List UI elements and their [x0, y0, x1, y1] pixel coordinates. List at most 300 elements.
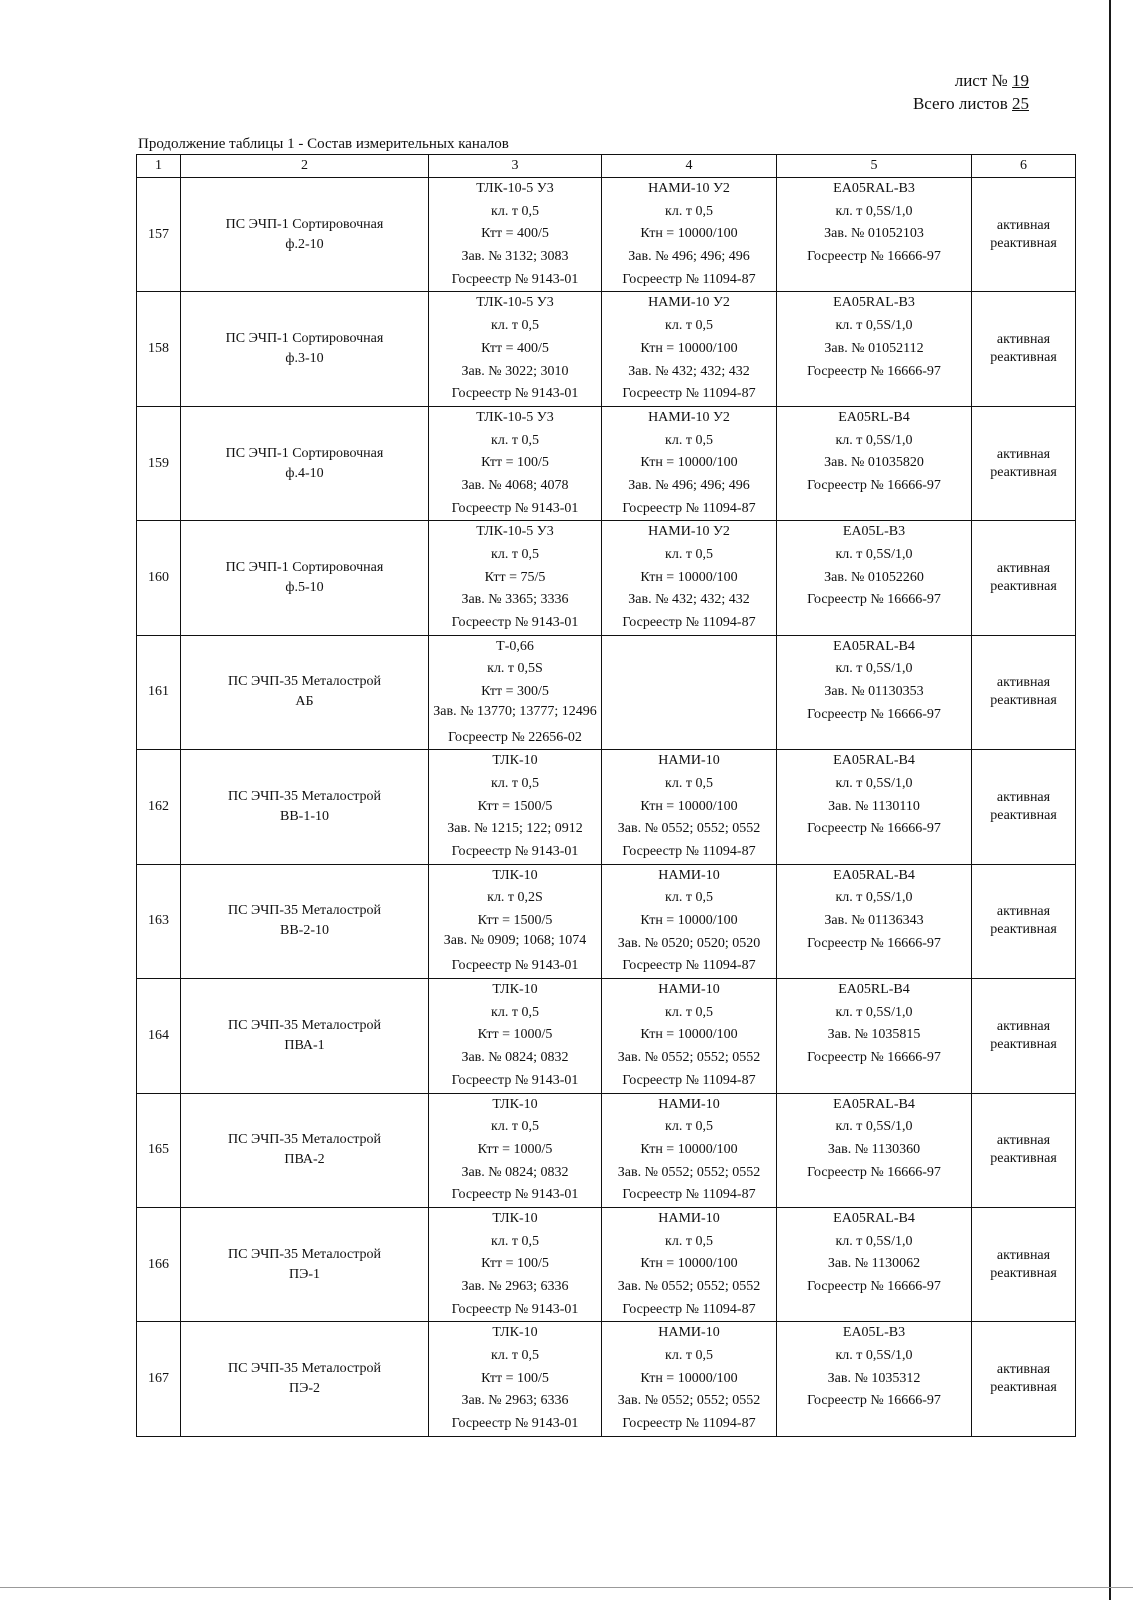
tt-serial: Зав. № 2963; 6336 — [461, 1279, 569, 1294]
meter-type: EA05RAL-B4 — [833, 638, 915, 654]
energy-type-reactive: реактивная — [990, 1151, 1057, 1167]
voltage-transformer-cell — [602, 1207, 777, 1321]
table-body — [137, 178, 1076, 1437]
meter-cell — [777, 1322, 972, 1436]
tn-class: кл. т 0,5 — [665, 547, 713, 562]
voltage-transformer-cell — [602, 864, 777, 978]
column-header: 3 — [429, 155, 602, 178]
energy-type-reactive: реактивная — [990, 579, 1057, 595]
table-row — [137, 864, 1076, 978]
meter-cell — [777, 1093, 972, 1207]
object-name-cell — [181, 292, 429, 406]
channel-number: 167 — [148, 1371, 169, 1387]
meter-class: кл. т 0,5S/1,0 — [835, 1004, 913, 1020]
current-transformer-cell — [429, 178, 602, 292]
channel-number-cell — [137, 178, 181, 292]
tn-registry: Госреестр № 11094-87 — [622, 386, 756, 402]
tt-serial: Зав. № 1215; 122; 0912 — [447, 821, 583, 837]
tt-ratio: Ктт = 1500/5 — [477, 798, 553, 814]
tn-type: НАМИ-10 — [658, 1325, 720, 1341]
object-name-line: ПС ЭЧП-1 Сортировочная — [225, 216, 384, 232]
meter-type: EA05RAL-B4 — [833, 1096, 915, 1112]
table-row — [137, 979, 1076, 1093]
voltage-transformer-cell — [602, 292, 777, 406]
tn-serial: Зав. № 0552; 0552; 0552 — [617, 821, 761, 837]
object-name-cell — [181, 750, 429, 864]
voltage-transformer-cell — [602, 178, 777, 292]
table-caption: Продолжение таблицы 1 - Состав измерительных каналов — [138, 136, 509, 152]
tn-registry — [602, 727, 776, 750]
tn-ratio: Ктн = 10000/100 — [640, 1027, 738, 1043]
channel-number: 160 — [148, 570, 169, 586]
channel-number-cell — [137, 406, 181, 520]
tn-ratio: Ктн = 10000/100 — [640, 1141, 738, 1157]
meter-class: кл. т 0,5S/1,0 — [835, 318, 913, 334]
energy-type-cell — [972, 178, 1076, 292]
scan-edge-bottom — [0, 1587, 1133, 1588]
tn-registry: Госреестр № 11094-87 — [622, 1187, 756, 1203]
tn-registry: Госреестр № 11094-87 — [622, 615, 756, 631]
tn-registry: Госреестр № 11094-87 — [622, 843, 756, 859]
channel-number: 159 — [148, 455, 169, 471]
object-feeder-line: ПВА-1 — [284, 1037, 325, 1053]
channel-number-cell — [137, 1322, 181, 1436]
meter-cell — [777, 178, 972, 292]
object-feeder-line: ПЭ-1 — [288, 1266, 320, 1282]
tn-type — [602, 636, 776, 659]
channel-number: 164 — [148, 1027, 169, 1043]
meter-blank — [777, 1413, 971, 1436]
tt-type: ТЛК-10-5 У3 — [476, 295, 554, 311]
tn-ratio: Ктн = 10000/100 — [640, 913, 738, 928]
tn-serial: Зав. № 0552; 0552; 0552 — [617, 1393, 761, 1409]
tt-registry: Госреестр № 9143-01 — [451, 500, 579, 516]
tn-type: НАМИ-10 У2 — [648, 524, 730, 540]
table-row — [137, 178, 1076, 292]
energy-type-active: активная — [996, 332, 1051, 348]
channel-number: 162 — [148, 798, 169, 814]
object-feeder-line: ф.5-10 — [285, 580, 324, 596]
current-transformer-cell — [429, 521, 602, 635]
tt-type: ТЛК-10-5 У3 — [476, 409, 554, 425]
tt-class: кл. т 0,5 — [491, 775, 539, 791]
voltage-transformer-cell — [602, 979, 777, 1093]
energy-type-cell — [972, 750, 1076, 864]
tt-ratio: Ктт = 1500/5 — [477, 913, 553, 928]
meter-serial: Зав. № 01052112 — [824, 340, 924, 356]
tn-class: кл. т 0,5 — [665, 1233, 713, 1249]
tn-serial: Зав. № 0552; 0552; 0552 — [617, 1050, 761, 1066]
tt-registry: Госреестр № 22656-02 — [448, 729, 582, 745]
energy-type-cell — [972, 292, 1076, 406]
meter-type: EA05RAL-B4 — [833, 753, 915, 769]
table-row — [137, 1322, 1076, 1436]
energy-type-cell — [972, 1207, 1076, 1321]
tt-type: ТЛК-10 — [492, 1210, 538, 1226]
energy-type-active: активная — [996, 789, 1051, 805]
current-transformer-cell — [429, 292, 602, 406]
tt-class: кл. т 0,2S — [487, 890, 543, 906]
meter-serial: Зав. № 1035815 — [827, 1027, 921, 1043]
current-transformer-cell — [429, 635, 602, 749]
energy-type-active: активная — [996, 1362, 1051, 1378]
table-row — [137, 635, 1076, 749]
tt-serial: Зав. № 3365; 3336 — [461, 592, 569, 608]
meter-class: кл. т 0,5S/1,0 — [835, 1233, 913, 1249]
meter-serial: Зав. № 01136343 — [824, 913, 924, 928]
tn-registry: Госреестр № 11094-87 — [622, 271, 756, 287]
energy-type-reactive: реактивная — [990, 1265, 1057, 1281]
meter-cell — [777, 521, 972, 635]
tt-type: ТЛК-10-5 У3 — [476, 524, 554, 540]
object-name-cell — [181, 864, 429, 978]
tn-serial: Зав. № 432; 432; 432 — [628, 363, 750, 379]
energy-type-reactive: реактивная — [990, 1036, 1057, 1052]
object-name-line: ПС ЭЧП-35 Металострой — [228, 674, 381, 690]
tn-type: НАМИ-10 У2 — [648, 295, 730, 311]
total-sheets-label: Всего листов — [912, 94, 1008, 113]
energy-type-active: активная — [996, 561, 1051, 577]
tt-type: ТЛК-10 — [492, 753, 538, 769]
object-feeder-line: ф.2-10 — [285, 236, 324, 252]
meter-blank — [777, 955, 971, 978]
tt-serial: Зав. № 13770; 13777; 12496 — [433, 703, 597, 719]
meter-serial: Зав. № 01052103 — [824, 226, 924, 242]
meter-class: кл. т 0,5S/1,0 — [835, 1119, 913, 1135]
tt-serial: Зав. № 2963; 6336 — [461, 1393, 569, 1409]
meter-cell — [777, 406, 972, 520]
energy-type-cell — [972, 979, 1076, 1093]
object-name-cell — [181, 979, 429, 1093]
channel-number: 163 — [148, 913, 169, 929]
energy-type-active: активная — [996, 675, 1051, 691]
object-name-line: ПС ЭЧП-1 Сортировочная — [225, 445, 384, 461]
channel-number: 165 — [148, 1142, 169, 1158]
meter-blank — [777, 727, 971, 750]
voltage-transformer-cell — [602, 635, 777, 749]
meter-serial: Зав. № 1130360 — [827, 1141, 921, 1157]
total-sheets-number: 25 — [1012, 94, 1029, 113]
object-name-cell — [181, 178, 429, 292]
current-transformer-cell — [429, 406, 602, 520]
object-name-line: ПС ЭЧП-35 Металострой — [228, 1132, 381, 1148]
object-name-cell — [181, 1322, 429, 1436]
meter-serial: Зав. № 01130353 — [824, 684, 924, 700]
meter-registry: Госреестр № 16666-97 — [807, 592, 941, 608]
meter-type: EA05L-B3 — [842, 1325, 906, 1341]
energy-type-cell — [972, 1322, 1076, 1436]
tt-serial: Зав. № 0824; 0832 — [461, 1050, 569, 1066]
column-header: 4 — [602, 155, 777, 178]
meter-blank — [777, 841, 971, 864]
tn-ratio: Ктн = 10000/100 — [640, 340, 738, 356]
channel-number-cell — [137, 750, 181, 864]
voltage-transformer-cell — [602, 406, 777, 520]
meter-serial: Зав. № 1130110 — [828, 798, 920, 814]
tn-class: кл. т 0,5 — [665, 890, 713, 906]
table-header-row — [137, 155, 1076, 178]
tt-registry: Госреестр № 9143-01 — [451, 386, 579, 402]
tt-registry: Госреестр № 9143-01 — [451, 1416, 579, 1432]
tn-serial: Зав. № 0520; 0520; 0520 — [617, 935, 761, 951]
tt-class: кл. т 0,5 — [491, 1348, 539, 1364]
meter-registry: Госреестр № 16666-97 — [807, 935, 941, 951]
tn-ratio: Ктн = 10000/100 — [640, 1370, 738, 1386]
tn-registry: Госреестр № 11094-87 — [622, 1416, 756, 1432]
tn-registry: Госреестр № 11094-87 — [622, 500, 756, 516]
tt-registry: Госреестр № 9143-01 — [451, 843, 579, 859]
object-name-line: ПС ЭЧП-35 Металострой — [228, 1361, 381, 1377]
tn-type: НАМИ-10 У2 — [648, 409, 730, 425]
tt-class: кл. т 0,5 — [491, 1004, 539, 1020]
energy-type-reactive: реактивная — [990, 235, 1057, 251]
meter-registry: Госреестр № 16666-97 — [807, 477, 941, 493]
meter-type: EA05L-B3 — [842, 524, 906, 540]
tt-ratio: Ктт = 400/5 — [481, 340, 549, 356]
channel-number-cell — [137, 1207, 181, 1321]
channel-number: 166 — [148, 1256, 169, 1272]
energy-type-cell — [972, 864, 1076, 978]
object-name-cell — [181, 1207, 429, 1321]
tt-registry: Госреестр № 9143-01 — [451, 1301, 579, 1317]
tt-registry: Госреестр № 9143-01 — [451, 1187, 579, 1203]
tn-class: кл. т 0,5 — [665, 318, 713, 334]
tt-type: ТЛК-10 — [492, 867, 538, 883]
column-header: 2 — [181, 155, 429, 178]
object-feeder-line: ПВА-2 — [284, 1152, 325, 1168]
tn-serial — [602, 704, 776, 727]
energy-type-active: активная — [996, 446, 1051, 462]
scan-edge-right — [1109, 0, 1111, 1600]
table-row — [137, 1207, 1076, 1321]
tt-registry: Госреестр № 9143-01 — [451, 1072, 579, 1088]
object-feeder-line: ВВ-1-10 — [280, 808, 329, 824]
tt-registry: Госреестр № 9143-01 — [451, 615, 579, 631]
tt-serial: Зав. № 4068; 4078 — [461, 477, 569, 493]
tt-serial: Зав. № 0824; 0832 — [461, 1164, 569, 1180]
meter-cell — [777, 292, 972, 406]
sheet-label: лист № — [954, 71, 1008, 90]
tn-ratio: Ктн = 10000/100 — [640, 569, 738, 585]
meter-type: EA05RAL-B4 — [833, 1210, 915, 1226]
tt-serial: Зав. № 3022; 3010 — [461, 363, 569, 379]
meter-blank — [777, 1299, 971, 1322]
voltage-transformer-cell — [602, 1322, 777, 1436]
object-name-cell — [181, 1093, 429, 1207]
page-header — [913, 69, 1029, 115]
meter-serial: Зав. № 1130062 — [827, 1256, 921, 1272]
tn-ratio: Ктн = 10000/100 — [640, 798, 738, 814]
table-row — [137, 292, 1076, 406]
meter-cell — [777, 635, 972, 749]
tn-class: кл. т 0,5 — [665, 432, 713, 448]
channel-number-cell — [137, 292, 181, 406]
tn-registry: Госреестр № 11094-87 — [622, 958, 756, 974]
tn-type: НАМИ-10 — [658, 753, 720, 769]
tt-ratio: Ктт = 100/5 — [481, 1370, 549, 1386]
meter-registry: Госреестр № 16666-97 — [807, 706, 941, 722]
voltage-transformer-cell — [602, 1093, 777, 1207]
measurement-channels-table — [136, 154, 1076, 1437]
energy-type-cell — [972, 635, 1076, 749]
channel-number: 161 — [148, 684, 169, 700]
meter-serial: Зав. № 01035820 — [824, 455, 924, 471]
channel-number-cell — [137, 521, 181, 635]
current-transformer-cell — [429, 750, 602, 864]
channel-number-cell — [137, 1093, 181, 1207]
object-name-line: ПС ЭЧП-35 Металострой — [228, 1246, 381, 1262]
object-name-line: ПС ЭЧП-35 Металострой — [228, 1017, 381, 1033]
tt-registry: Госреестр № 9143-01 — [451, 958, 579, 974]
channel-number-cell — [137, 979, 181, 1093]
meter-serial: Зав. № 1035312 — [827, 1370, 921, 1386]
meter-registry: Госреестр № 16666-97 — [807, 1164, 941, 1180]
meter-blank — [777, 1184, 971, 1207]
meter-type: EA05RL-B4 — [838, 982, 910, 998]
object-name-line: ПС ЭЧП-1 Сортировочная — [225, 560, 384, 576]
tt-ratio: Ктт = 100/5 — [481, 1256, 549, 1272]
channel-number-cell — [137, 635, 181, 749]
tn-class: кл. т 0,5 — [665, 1119, 713, 1135]
meter-blank — [777, 498, 971, 521]
tn-ratio — [602, 681, 776, 704]
channel-number: 158 — [148, 341, 169, 357]
energy-type-reactive: реактивная — [990, 807, 1057, 823]
object-feeder-line: АБ — [295, 694, 314, 710]
energy-type-cell — [972, 406, 1076, 520]
voltage-transformer-cell — [602, 750, 777, 864]
meter-blank — [777, 383, 971, 406]
tn-serial: Зав. № 0552; 0552; 0552 — [617, 1279, 761, 1294]
tn-ratio: Ктн = 10000/100 — [640, 1256, 738, 1272]
tn-class — [602, 658, 776, 681]
tn-type: НАМИ-10 — [658, 1210, 720, 1226]
tn-class: кл. т 0,5 — [665, 203, 713, 219]
current-transformer-cell — [429, 864, 602, 978]
channel-number: 157 — [148, 226, 169, 242]
tt-type: Т-0,66 — [496, 638, 534, 654]
energy-type-active: активная — [996, 904, 1051, 920]
tt-class: кл. т 0,5 — [491, 547, 539, 562]
meter-registry: Госреестр № 16666-97 — [807, 249, 941, 265]
tn-type: НАМИ-10 — [658, 867, 720, 883]
tt-class: кл. т 0,5 — [491, 1119, 539, 1135]
table-row — [137, 521, 1076, 635]
meter-cell — [777, 750, 972, 864]
tt-registry: Госреестр № 9143-01 — [451, 271, 579, 287]
tt-type: ТЛК-10 — [492, 1096, 538, 1112]
tn-serial: Зав. № 496; 496; 496 — [628, 249, 750, 265]
meter-type: EA05RL-B4 — [838, 409, 910, 425]
energy-type-active: активная — [996, 1133, 1051, 1149]
meter-cell — [777, 864, 972, 978]
tn-type: НАМИ-10 — [658, 1096, 720, 1112]
tt-class: кл. т 0,5S — [487, 661, 543, 677]
tt-class: кл. т 0,5 — [491, 432, 539, 448]
sheet-number: 19 — [1012, 71, 1029, 90]
meter-cell — [777, 1207, 972, 1321]
energy-type-reactive: реактивная — [990, 693, 1057, 709]
meter-blank — [777, 1070, 971, 1093]
tn-ratio: Ктн = 10000/100 — [640, 226, 738, 242]
tt-type: ТЛК-10 — [492, 1325, 538, 1341]
energy-type-cell — [972, 521, 1076, 635]
meter-type: EA05RAL-B3 — [833, 181, 915, 196]
energy-type-active: активная — [996, 1018, 1051, 1034]
column-header: 1 — [137, 155, 181, 178]
tn-ratio: Ктн = 10000/100 — [640, 455, 738, 471]
tt-class: кл. т 0,5 — [491, 203, 539, 219]
current-transformer-cell — [429, 1207, 602, 1321]
tn-registry: Госреестр № 11094-87 — [622, 1072, 756, 1088]
tt-class: кл. т 0,5 — [491, 318, 539, 334]
object-feeder-line: ф.4-10 — [285, 465, 324, 481]
table-row — [137, 1093, 1076, 1207]
energy-type-reactive: реактивная — [990, 350, 1057, 366]
meter-registry: Госреестр № 16666-97 — [807, 1050, 941, 1066]
meter-class: кл. т 0,5S/1,0 — [835, 890, 913, 906]
tn-serial: Зав. № 0552; 0552; 0552 — [617, 1164, 761, 1180]
object-name-line: ПС ЭЧП-35 Металострой — [228, 788, 381, 804]
column-header: 5 — [777, 155, 972, 178]
tt-serial: Зав. № 0909; 1068; 1074 — [443, 932, 587, 948]
tt-ratio: Ктт = 300/5 — [481, 684, 549, 700]
tt-ratio: Ктт = 1000/5 — [477, 1141, 553, 1157]
meter-registry: Госреестр № 16666-97 — [807, 1393, 941, 1409]
tn-type: НАМИ-10 — [658, 982, 720, 998]
total-sheets-line — [913, 92, 1029, 115]
energy-type-reactive: реактивная — [990, 1380, 1057, 1396]
tt-ratio: Ктт = 75/5 — [484, 569, 546, 585]
tn-class: кл. т 0,5 — [665, 775, 713, 791]
current-transformer-cell — [429, 979, 602, 1093]
tn-type: НАМИ-10 У2 — [648, 181, 730, 196]
meter-blank — [777, 269, 971, 292]
tt-type: ТЛК-10-5 У3 — [476, 181, 554, 196]
tt-ratio: Ктт = 1000/5 — [477, 1027, 553, 1043]
meter-cell — [777, 979, 972, 1093]
tt-serial: Зав. № 3132; 3083 — [461, 249, 569, 265]
meter-type: EA05RAL-B4 — [833, 867, 915, 883]
tn-class: кл. т 0,5 — [665, 1348, 713, 1364]
meter-class: кл. т 0,5S/1,0 — [835, 547, 913, 562]
object-feeder-line: ф.3-10 — [285, 351, 324, 367]
object-feeder-line: ВВ-2-10 — [280, 923, 329, 939]
table-row — [137, 406, 1076, 520]
tt-class: кл. т 0,5 — [491, 1233, 539, 1249]
tn-registry: Госреестр № 11094-87 — [622, 1301, 756, 1317]
energy-type-reactive: реактивная — [990, 464, 1057, 480]
meter-class: кл. т 0,5S/1,0 — [835, 775, 913, 791]
object-name-line: ПС ЭЧП-1 Сортировочная — [225, 331, 384, 347]
meter-registry: Госреестр № 16666-97 — [807, 821, 941, 837]
current-transformer-cell — [429, 1322, 602, 1436]
meter-class: кл. т 0,5S/1,0 — [835, 432, 913, 448]
energy-type-active: активная — [996, 217, 1051, 233]
meter-class: кл. т 0,5S/1,0 — [835, 203, 913, 219]
tn-class: кл. т 0,5 — [665, 1004, 713, 1020]
meter-serial: Зав. № 01052260 — [824, 569, 924, 585]
meter-type: EA05RAL-B3 — [833, 295, 915, 311]
meter-class: кл. т 0,5S/1,0 — [835, 661, 913, 677]
table-row — [137, 750, 1076, 864]
object-name-cell — [181, 635, 429, 749]
tn-serial: Зав. № 496; 496; 496 — [628, 477, 750, 493]
meter-registry: Госреестр № 16666-97 — [807, 363, 941, 379]
tt-ratio: Ктт = 100/5 — [481, 455, 549, 471]
object-name-cell — [181, 521, 429, 635]
meter-blank — [777, 612, 971, 635]
